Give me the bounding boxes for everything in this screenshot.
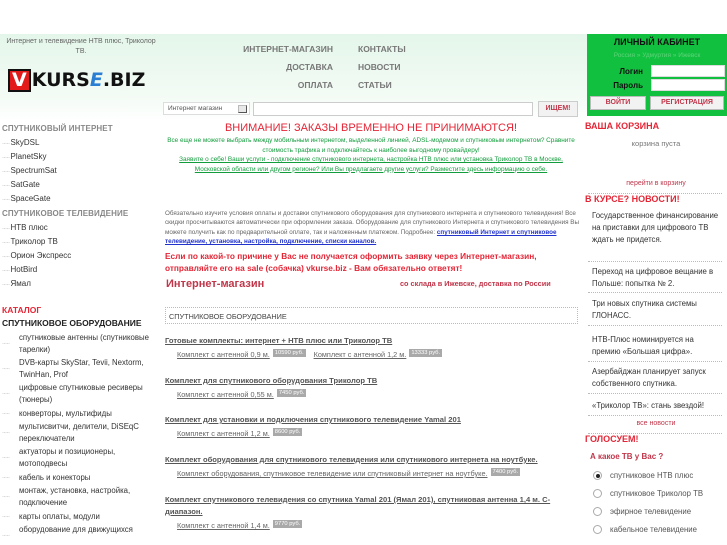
sidebar-item-label: SpaceGate bbox=[10, 194, 51, 203]
catalog-item-label: оборудование для движущихся bbox=[19, 525, 133, 534]
shop-subtitle: со склада в Ижевске, доставка по России bbox=[400, 279, 551, 288]
poll-option-label: спутниковое Триколор ТВ bbox=[610, 489, 704, 498]
all-news-link[interactable]: все новости bbox=[636, 420, 676, 427]
product-title-yamal-install[interactable]: Комплект для установки и подключения спутникового телевидение Yamal 201 bbox=[165, 415, 461, 424]
password-field[interactable] bbox=[651, 79, 725, 91]
tree-dots-icon: ····· bbox=[2, 514, 10, 520]
sidebar-item-label: SpectrumSat bbox=[10, 166, 57, 175]
tree-dots-icon: ····· bbox=[2, 197, 10, 203]
tree-dots-icon: ····· bbox=[2, 533, 10, 539]
top-navigation bbox=[230, 40, 480, 94]
dropdown-arrow-icon[interactable] bbox=[238, 105, 247, 113]
info-paragraph bbox=[165, 209, 579, 247]
poll-question: А какое ТВ у Вас ? bbox=[590, 452, 664, 461]
radio-icon[interactable] bbox=[593, 525, 602, 534]
nav-delivery[interactable]: ДОСТАВКА bbox=[286, 62, 333, 72]
nav-news[interactable]: НОВОСТИ bbox=[358, 62, 401, 72]
notice-banner: ВНИМАНИЕ! ЗАКАЗЫ ВРЕМЕННО НЕ ПРИНИМАЮТСЯ! bbox=[224, 122, 518, 134]
news-item[interactable]: Переход на цифровое вещание в Польше: попытка № 2. bbox=[592, 267, 714, 288]
sidebar-item-label: HotBird bbox=[10, 265, 38, 274]
account-region[interactable]: Россия » Удмуртия » Ижевск bbox=[613, 52, 701, 59]
sidebar-item-yamal[interactable] bbox=[2, 279, 31, 288]
poll-option[interactable] bbox=[593, 471, 693, 480]
news-item[interactable]: Три новых спутника системы ГЛОНАСС. bbox=[592, 299, 697, 320]
catalog-item-label: актуаторы и позиционеры, мотоподвесы bbox=[19, 447, 116, 468]
cart-title: ВАША КОРЗИНА bbox=[585, 121, 660, 131]
sidebar-item-planetsky[interactable] bbox=[2, 152, 47, 161]
nav-payment[interactable]: ОПЛАТА bbox=[297, 80, 333, 90]
news-item[interactable]: «Триколор ТВ»: стань звездой! bbox=[592, 401, 704, 410]
price-badge: 7400 руб. bbox=[492, 468, 519, 475]
poll-option[interactable] bbox=[593, 489, 703, 498]
catalog-item-installation[interactable] bbox=[2, 485, 162, 509]
catalog-item-receivers[interactable] bbox=[2, 382, 162, 406]
compare-text: Все еще не можете выбрать между мобильным интернетом, выделенной линией, ADSL-модемом и спутниковым интернетом? Сравните стоимость трафика и подключайтесь к наиболее выгодному провайдеру! bbox=[167, 137, 575, 154]
sidebar-item-label: НТВ плюс bbox=[10, 223, 48, 232]
poll-option[interactable] bbox=[593, 507, 691, 516]
tree-dots-icon: ····· bbox=[2, 254, 10, 260]
tree-dots-icon: ····· bbox=[2, 240, 10, 246]
section-header: СПУТНИКОВОЕ ОБОРУДОВАНИЕ bbox=[165, 307, 578, 324]
sidebar-item-label: Триколор ТВ bbox=[10, 237, 58, 246]
catalog-item-cards[interactable] bbox=[2, 511, 162, 523]
poll-option-label: спутниковое НТВ плюс bbox=[610, 471, 694, 480]
sidebar-item-spacegate[interactable] bbox=[2, 194, 51, 203]
tree-dots-icon: ····· bbox=[2, 282, 10, 288]
tree-dots-icon: ····· bbox=[2, 475, 10, 481]
poll-option-label: эфирное телевидение bbox=[610, 507, 692, 516]
divider bbox=[588, 261, 722, 262]
tree-dots-icon: ····· bbox=[2, 411, 10, 417]
sidebar-item-orion[interactable] bbox=[2, 251, 71, 260]
product-title-notebook[interactable]: Комплект оборудования для спутникового телевидения или спутникового интернета на ноутбуке. bbox=[165, 455, 538, 464]
tree-dots-icon: ····· bbox=[2, 494, 10, 500]
news-item[interactable]: НТВ-Плюс номинируется на премию «Большая цифра». bbox=[592, 335, 694, 356]
price-badge: 7450 руб. bbox=[278, 389, 305, 396]
product-offers bbox=[177, 390, 314, 399]
product-offers bbox=[177, 350, 450, 359]
poll-option-label: кабельное телевидение bbox=[610, 525, 697, 534]
site-logo[interactable] bbox=[8, 68, 145, 92]
price-badge: 8600 руб. bbox=[274, 428, 301, 435]
nav-articles[interactable]: СТАТЬИ bbox=[358, 80, 392, 90]
catalog-item-multiswitches[interactable] bbox=[2, 421, 162, 445]
divider bbox=[588, 415, 722, 416]
login-field[interactable] bbox=[651, 65, 725, 77]
tree-dots-icon: ····· bbox=[2, 155, 10, 161]
radio-icon[interactable] bbox=[593, 507, 602, 516]
register-button[interactable]: РЕГИСТРАЦИЯ bbox=[650, 96, 724, 110]
sat-tv-title[interactable]: СПУТНИКОВОЕ ТЕЛЕВИДЕНИЕ bbox=[2, 209, 129, 218]
promo-link[interactable]: Заявите о себе! Ваши услуги - подключение спутникового интернета, настройка НТВ плюс или установка Триколор ТВ в Москве, Московской области или другом регионе? Или Вы предлагаете другие услуги? Разместите здесь информацию о себе. bbox=[179, 156, 563, 173]
tree-dots-icon: ····· bbox=[2, 455, 10, 461]
tree-dots-icon: ····· bbox=[2, 268, 10, 274]
offer-link[interactable]: Комплект с антенной 1,4 м. bbox=[177, 521, 270, 530]
divider bbox=[588, 361, 722, 362]
go-to-cart-link[interactable]: перейти в корзину bbox=[626, 180, 686, 187]
tree-dots-icon: ····· bbox=[2, 141, 10, 147]
nav-shop[interactable]: ИНТЕРНЕТ-МАГАЗИН bbox=[243, 44, 333, 54]
tree-dots-icon: ····· bbox=[2, 430, 10, 436]
sidebar-item-spectrumsat[interactable] bbox=[2, 166, 57, 175]
sidebar-item-label: SatGate bbox=[10, 180, 40, 189]
catalog-item-mobile[interactable] bbox=[2, 524, 162, 545]
password-label: Пароль bbox=[613, 81, 643, 90]
sidebar-item-label: Ямал bbox=[10, 279, 31, 288]
info-text: Обязательно изучите условия оплаты и доставки спутникового оборудования для спутникового интернета и спутникового телевидения! Все скидки просчитываются автоматически при оформлении заказа. Оборудование для спутникового Интернета и спутникового телевидения Вы можете получить как по предварительной оплате, так и наложенным платежом. Подробнее: bbox=[165, 210, 580, 236]
price-badge: 9770 руб. bbox=[274, 520, 301, 527]
price-badge: 13333 руб. bbox=[411, 349, 441, 356]
account-panel bbox=[587, 34, 727, 116]
logo-v: V bbox=[8, 69, 31, 92]
tree-dots-icon: ····· bbox=[2, 341, 10, 347]
logo-e: E bbox=[89, 69, 103, 91]
divider bbox=[588, 292, 722, 293]
site-tagline: Интернет и телевидение НТВ плюс, Триколор ТВ. bbox=[6, 38, 156, 55]
offer-link[interactable]: Комплект с антенной 1,2 м. bbox=[177, 429, 270, 438]
account-title: ЛИЧНЫЙ КАБИНЕТ bbox=[613, 37, 701, 47]
catalog-item-label: мультисвитчи, делители, DiSEqC переключатели bbox=[19, 422, 139, 443]
divider bbox=[588, 325, 722, 326]
catalog-subtitle[interactable]: СПУТНИКОВОЕ ОБОРУДОВАНИЕ bbox=[2, 318, 142, 328]
news-item[interactable]: Азербайджан планирует запуск собственного спутника. bbox=[592, 367, 706, 388]
tree-dots-icon: ····· bbox=[2, 226, 10, 232]
product-title-yamal-kit[interactable]: Комплект спутникового телевидения со спутника Yamal 201 (Ямал 201), спутниковая антенна 1,4 м. С-диапазон. bbox=[165, 495, 551, 516]
catalog-item-antennas[interactable] bbox=[2, 332, 162, 356]
search-bar bbox=[163, 102, 577, 117]
product-title-ready-kits[interactable]: Готовые комплекты: интернет + НТВ плюс или Триколор ТВ bbox=[165, 336, 393, 345]
sidebar-item-ntv[interactable] bbox=[2, 223, 48, 232]
tree-dots-icon: ····· bbox=[2, 183, 10, 189]
cart-empty-text: корзина пуста bbox=[631, 139, 681, 148]
login-label: Логин bbox=[619, 67, 643, 76]
sidebar-item-label: PlanetSky bbox=[10, 152, 47, 161]
tree-dots-icon: ····· bbox=[2, 391, 10, 397]
sat-internet-title[interactable]: СПУТНИКОВЫЙ ИНТЕРНЕТ bbox=[2, 124, 113, 133]
info-link[interactable]: спутниковый Интернет и спутниковое телевидение, установка, настройка, подключение, списки каналов. bbox=[165, 228, 557, 246]
catalog-item-label: спутниковые антенны (спутниковые тарелки) bbox=[19, 333, 149, 354]
sidebar-item-satgate[interactable] bbox=[2, 180, 40, 189]
offer-link[interactable]: Комплект с антенной 0,9 м. bbox=[177, 350, 270, 359]
catalog-title: КАТАЛОГ bbox=[2, 305, 42, 315]
product-offers bbox=[177, 521, 310, 530]
catalog-item-label: карты оплаты, модули bbox=[19, 512, 100, 521]
shop-title: Интернет-магазин bbox=[166, 278, 265, 290]
logo-biz: .BIZ bbox=[102, 69, 146, 91]
news-item[interactable]: Государственное финансирование на приставки для цифрового ТВ ждать не придется. bbox=[592, 211, 719, 244]
radio-selected-icon[interactable] bbox=[593, 471, 602, 480]
search-scope-value: Интернет магазин bbox=[168, 105, 223, 112]
offer-link[interactable]: Комплект с антенной 0,55 м. bbox=[177, 390, 274, 399]
product-offers bbox=[177, 429, 310, 438]
sidebar-item-label: SkyDSL bbox=[10, 138, 40, 147]
offer-link[interactable]: Комплект с антенной 1,2 м. bbox=[313, 350, 407, 359]
catalog-item-label: кабель и конекторы bbox=[19, 473, 91, 482]
sidebar-item-hotbird[interactable] bbox=[2, 265, 37, 274]
catalog-item-actuators[interactable] bbox=[2, 446, 162, 470]
product-title-tricolor[interactable]: Комплект для спутникового оборудования Триколор ТВ bbox=[165, 376, 378, 385]
search-input[interactable] bbox=[253, 102, 533, 116]
sidebar-item-skydsl[interactable] bbox=[2, 138, 39, 147]
offer-link[interactable]: Комплект оборудования, спутниковое телевидение или спутниковый интернет на ноутбуке. bbox=[177, 469, 488, 478]
catalog-item-label: конверторы, мультифиды bbox=[19, 409, 112, 418]
warning-text: Если по какой-то причине у Вас не получается оформить заявку через Интернет-магазин, отправляйте его на sale (собачка) vkurse.biz - Вам обязательно ответят! bbox=[165, 251, 537, 273]
catalog-item-label: цифровые спутниковые ресиверы (тюнеры) bbox=[19, 383, 143, 404]
tree-dots-icon: ····· bbox=[2, 366, 10, 372]
news-title: В КУРСЕ? НОВОСТИ! bbox=[585, 194, 680, 204]
logo-kurs: KURS bbox=[31, 69, 90, 91]
poll-option[interactable] bbox=[593, 525, 697, 534]
sidebar-item-label: Орион Экспресс bbox=[10, 251, 72, 260]
search-scope-select[interactable] bbox=[163, 102, 250, 115]
search-button[interactable]: ИЩЕМ! bbox=[538, 101, 578, 117]
nav-contacts[interactable]: КОНТАКТЫ bbox=[358, 44, 406, 54]
catalog-item-cables[interactable] bbox=[2, 472, 162, 484]
sidebar-item-tricolor[interactable] bbox=[2, 237, 58, 246]
divider bbox=[588, 393, 722, 394]
catalog-item-converters[interactable] bbox=[2, 408, 162, 420]
product-offers bbox=[177, 469, 528, 478]
catalog-item-label: монтаж, установка, настройка, подключение bbox=[19, 486, 131, 507]
tree-dots-icon: ····· bbox=[2, 169, 10, 175]
catalog-item-dvb-cards[interactable] bbox=[2, 357, 162, 381]
price-badge: 10590 руб. bbox=[274, 349, 304, 356]
login-button[interactable]: ВОЙТИ bbox=[590, 96, 646, 110]
catalog-item-label: DVB-карты SkyStar, Tevii, Nextorm, TwinHan, Prof bbox=[19, 358, 144, 379]
poll-title: ГОЛОСУЕМ! bbox=[585, 434, 639, 444]
radio-icon[interactable] bbox=[593, 489, 602, 498]
